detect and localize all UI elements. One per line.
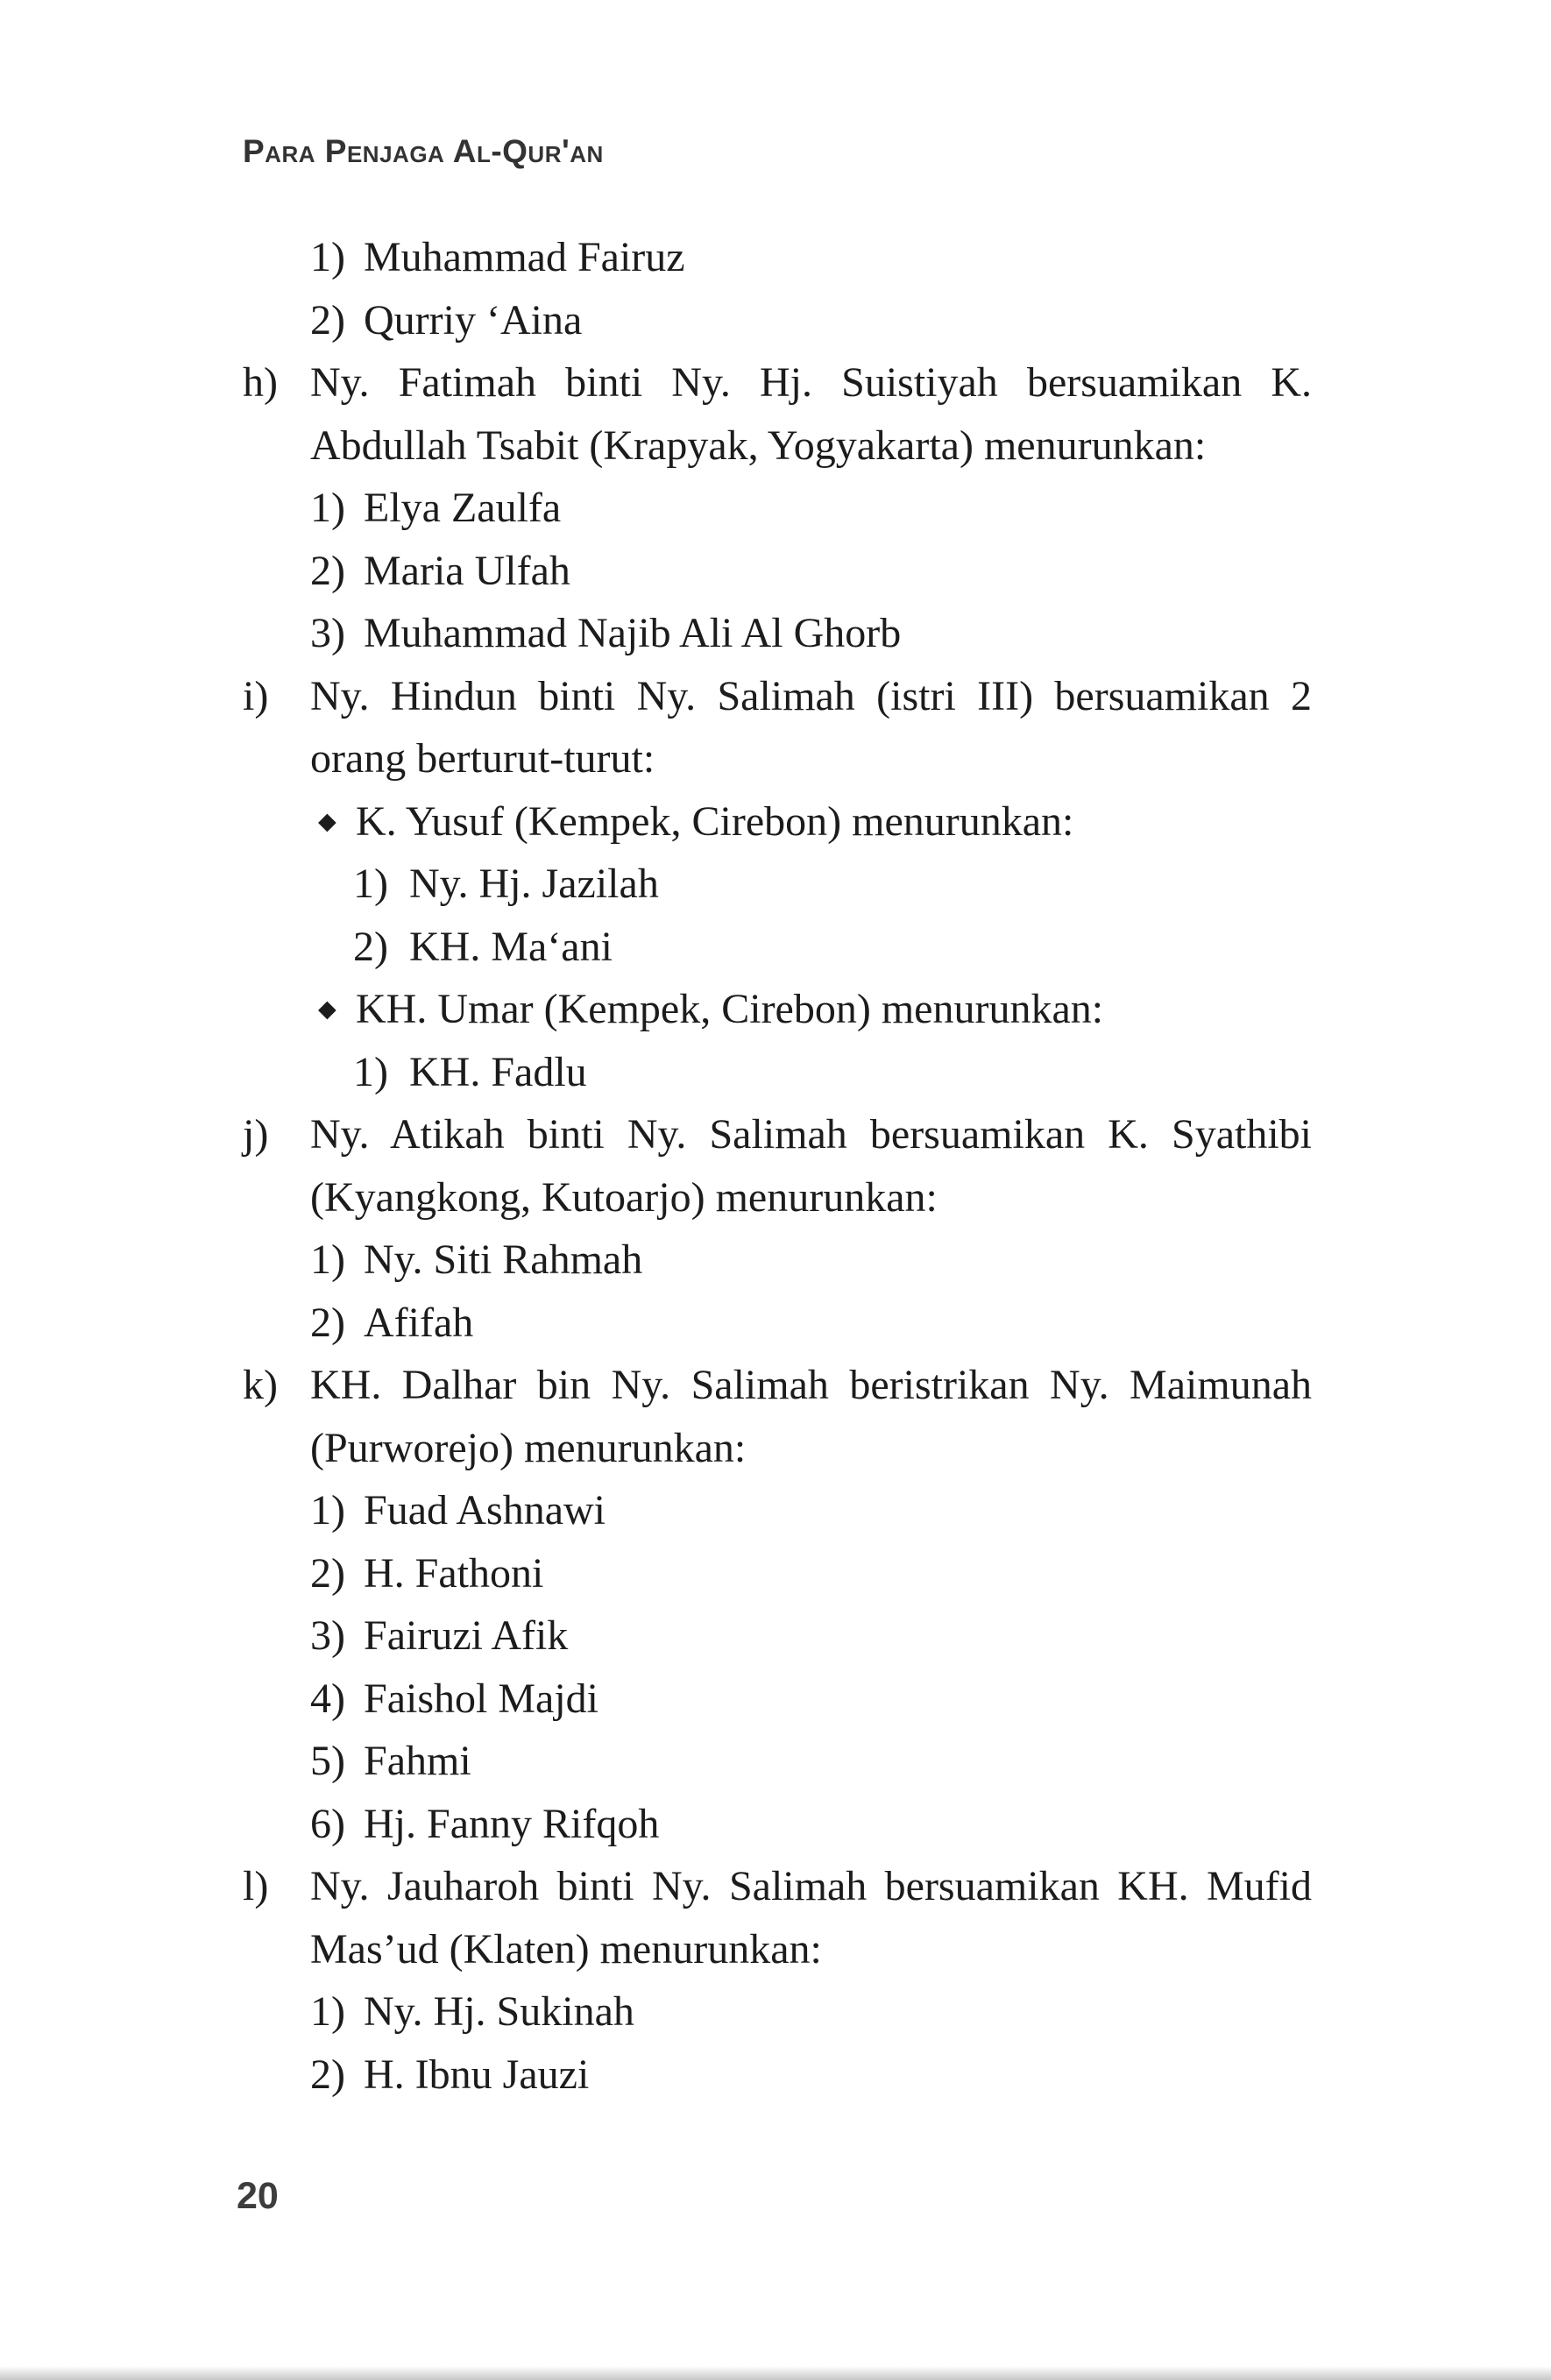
item-label: 2): [353, 923, 388, 970]
item-text: Ny. Atikah binti Ny. Salimah bersuamikan K. Syathibi (Kyangkong, Kutoarjo) menurunkan:: [310, 1111, 1312, 1221]
item-text: H. Ibnu Jauzi: [364, 2051, 590, 2098]
item-label: 1): [310, 1487, 345, 1534]
item-text: Ny. Jauharoh binti Ny. Salimah bersuamikan KH. Mufid Mas’ud (Klaten) menurunkan:: [310, 1863, 1312, 1973]
item-text: Qurriy ‘Aina: [364, 296, 583, 344]
item-label: 4): [310, 1675, 345, 1722]
item-text: Ny. Hj. Jazilah: [409, 861, 659, 907]
lettered-list-item: [243, 1354, 1312, 1479]
item-text: Fairuzi Afik: [364, 1612, 569, 1659]
item-text: Faishol Majdi: [364, 1675, 599, 1722]
item-label: 2): [310, 1549, 345, 1597]
numbered-list-item: [243, 1604, 1312, 1668]
item-label: 1): [310, 485, 345, 531]
diamond-bullet-icon: ◆: [318, 995, 336, 1022]
item-label: 2): [310, 2051, 345, 2098]
document-body: [243, 226, 1312, 2106]
item-text: K. Yusuf (Kempek, Cirebon) menurunkan:: [356, 797, 1074, 845]
item-label: k): [243, 1362, 278, 1408]
item-label: 2): [310, 547, 345, 594]
lettered-list-item: [243, 1103, 1312, 1229]
item-label: 2): [310, 1299, 345, 1346]
item-label: 1): [353, 861, 388, 907]
lettered-list-item: [243, 665, 1312, 790]
item-text: Ny. Siti Rahmah: [364, 1236, 643, 1283]
numbered-list-item: [243, 1229, 1312, 1292]
item-label: 1): [353, 1048, 388, 1095]
item-text: Ny. Hindun binti Ny. Salimah (istri III) bersuamikan 2 orang berturut-turut:: [310, 672, 1312, 782]
numbered-list-item: [243, 540, 1312, 603]
lettered-list-item: [243, 1855, 1312, 1980]
item-text: Elya Zaulfa: [364, 485, 562, 531]
item-text: KH. Umar (Kempek, Cirebon) menurunkan:: [356, 986, 1104, 1032]
item-text: Hj. Fanny Rifqoh: [364, 1800, 660, 1847]
item-text: KH. Fadlu: [409, 1048, 587, 1095]
item-text: KH. Dalhar bin Ny. Salimah beristrikan Ny. Maimunah (Purworejo) menurunkan:: [310, 1362, 1312, 1471]
item-text: Maria Ulfah: [364, 547, 570, 594]
numbered-list-item: [243, 1479, 1312, 1542]
lettered-list-item: [243, 351, 1312, 477]
running-header: Para Penjaga Al-Qur'an: [243, 133, 604, 169]
item-label: i): [243, 672, 269, 719]
numbered-list-item: [243, 1292, 1312, 1355]
item-label: 2): [310, 296, 345, 344]
item-text: KH. Ma‘ani: [409, 923, 613, 970]
item-text: Muhammad Najib Ali Al Ghorb: [364, 610, 902, 656]
numbered-list-item: [243, 1041, 1312, 1104]
numbered-list-item: [243, 226, 1312, 289]
numbered-list-item: [243, 602, 1312, 665]
numbered-list-item: [243, 1793, 1312, 1856]
item-label: 1): [310, 234, 345, 280]
numbered-list-item: [243, 1980, 1312, 2044]
numbered-list-item: [243, 1730, 1312, 1793]
numbered-list-item: [243, 477, 1312, 540]
item-label: h): [243, 359, 278, 406]
numbered-list-item: [243, 1542, 1312, 1605]
item-text: Fuad Ashnawi: [364, 1487, 606, 1534]
item-label: 5): [310, 1738, 345, 1784]
numbered-list-item: [243, 1668, 1312, 1731]
item-label: 1): [310, 1236, 345, 1283]
page-number: 20: [237, 2175, 279, 2217]
numbered-list-item: [243, 2044, 1312, 2107]
item-text: Ny. Fatimah binti Ny. Hj. Suistiyah bersuamikan K. Abdullah Tsabit (Krapyak, Yogyakarta) menurunkan:: [310, 359, 1312, 469]
bullet-list-item: [243, 978, 1312, 1041]
item-text: Afifah: [364, 1299, 474, 1346]
item-label: 6): [310, 1800, 345, 1847]
diamond-bullet-icon: ◆: [318, 807, 336, 834]
bullet-list-item: [243, 790, 1312, 854]
item-label: l): [243, 1863, 269, 1909]
numbered-list-item: [243, 916, 1312, 979]
item-label: 3): [310, 610, 345, 656]
item-text: Fahmi: [364, 1738, 471, 1784]
item-label: 3): [310, 1612, 345, 1659]
item-text: Muhammad Fairuz: [364, 234, 685, 280]
item-text: Ny. Hj. Sukinah: [364, 1988, 634, 2035]
item-text: H. Fathoni: [364, 1549, 544, 1597]
item-label: j): [243, 1111, 269, 1158]
item-label: 1): [310, 1988, 345, 2035]
numbered-list-item: [243, 853, 1312, 916]
numbered-list-item: [243, 289, 1312, 352]
